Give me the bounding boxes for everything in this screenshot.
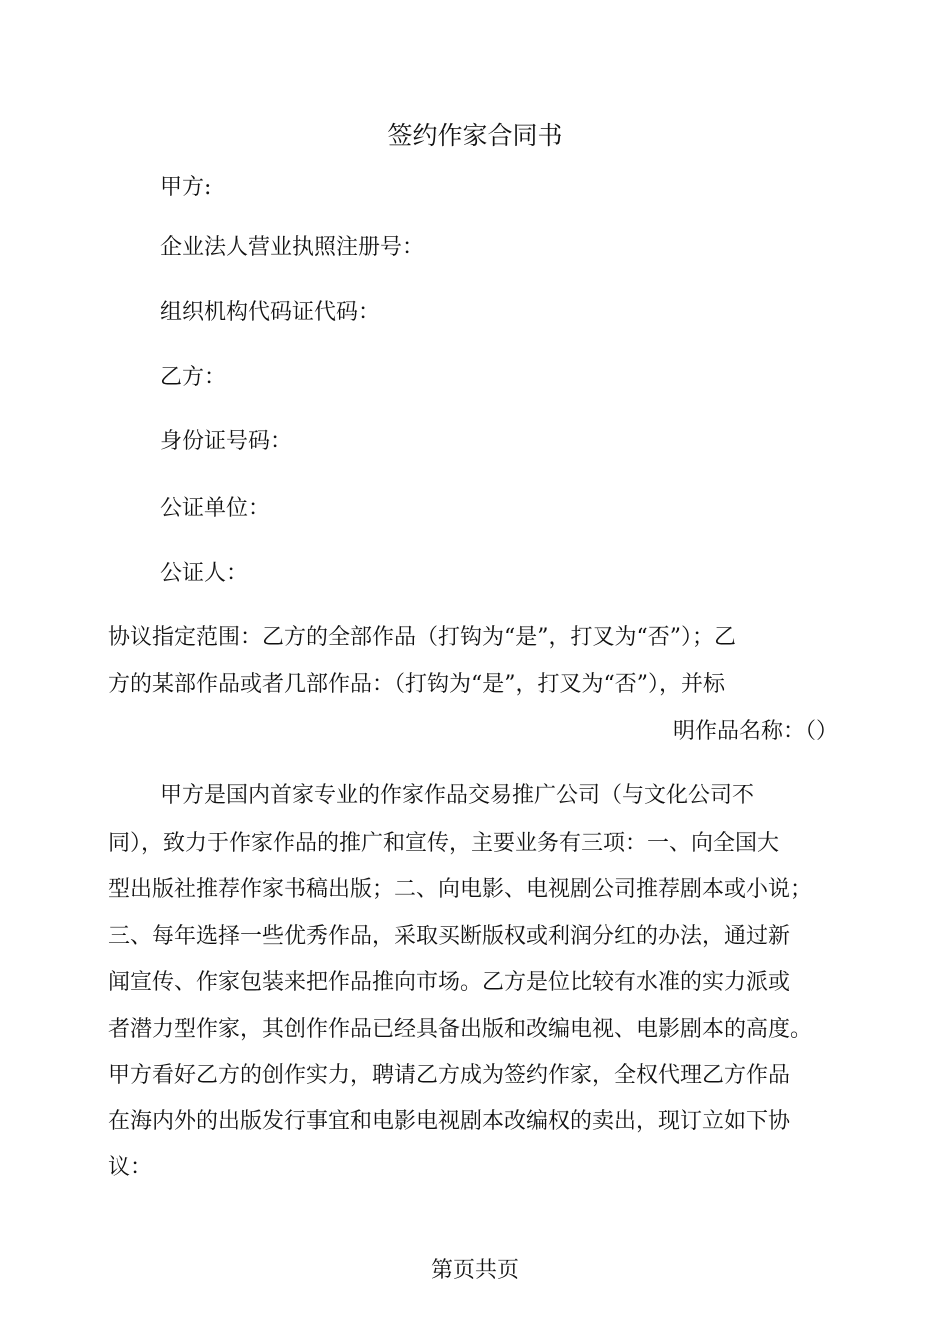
body-line: 甲方看好乙方的创作实力，聘请乙方成为签约作家，全权代理乙方作品 xyxy=(108,1063,791,1088)
party-b-field: 乙方： xyxy=(160,365,227,390)
body-line: 在海内外的出版发行事宜和电影电视剧本改编权的卖出，现订立如下协 xyxy=(108,1109,791,1134)
body-line: 型出版社推荐作家书稿出版；二、向电影、电视剧公司推荐剧本或小说； xyxy=(108,877,813,902)
scope-line: 方的某部作品或者几部作品：（打钩为“是”，打叉为“否”），并标 xyxy=(108,672,725,697)
notary-person-field: 公证人： xyxy=(160,561,249,586)
notary-office-field: 公证单位： xyxy=(160,496,271,521)
scope-line: 协议指定范围：乙方的全部作品（打钩为“是”，打叉为“否”）；乙 xyxy=(108,625,736,650)
body-line: 议： xyxy=(108,1155,153,1180)
id-number-field: 身份证号码： xyxy=(160,429,293,454)
org-code-field: 组织机构代码证代码： xyxy=(160,300,381,325)
body-line: 甲方是国内首家专业的作家作品交易推广公司（与文化公司不 xyxy=(160,783,755,808)
body-line: 者潜力型作家，其创作作品已经具备出版和改编电视、电影剧本的高度。 xyxy=(108,1017,813,1042)
document-title: 签约作家合同书 xyxy=(387,121,563,150)
body-line: 同），致力于作家作品的推广和宣传，主要业务有三项：一、向全国大 xyxy=(108,831,780,856)
body-line: 闻宣传、作家包装来把作品推向市场。乙方是位比较有水准的实力派或 xyxy=(108,970,791,995)
scope-line: 明作品名称：（） xyxy=(672,719,838,744)
page-footer: 第页共页 xyxy=(430,1258,519,1283)
party-a-field: 甲方: xyxy=(160,175,212,200)
business-license-field: 企业法人营业执照注册号： xyxy=(160,235,425,260)
body-line: 三、每年选择一些优秀作品，采取买断版权或利润分红的办法，通过新 xyxy=(108,924,791,949)
